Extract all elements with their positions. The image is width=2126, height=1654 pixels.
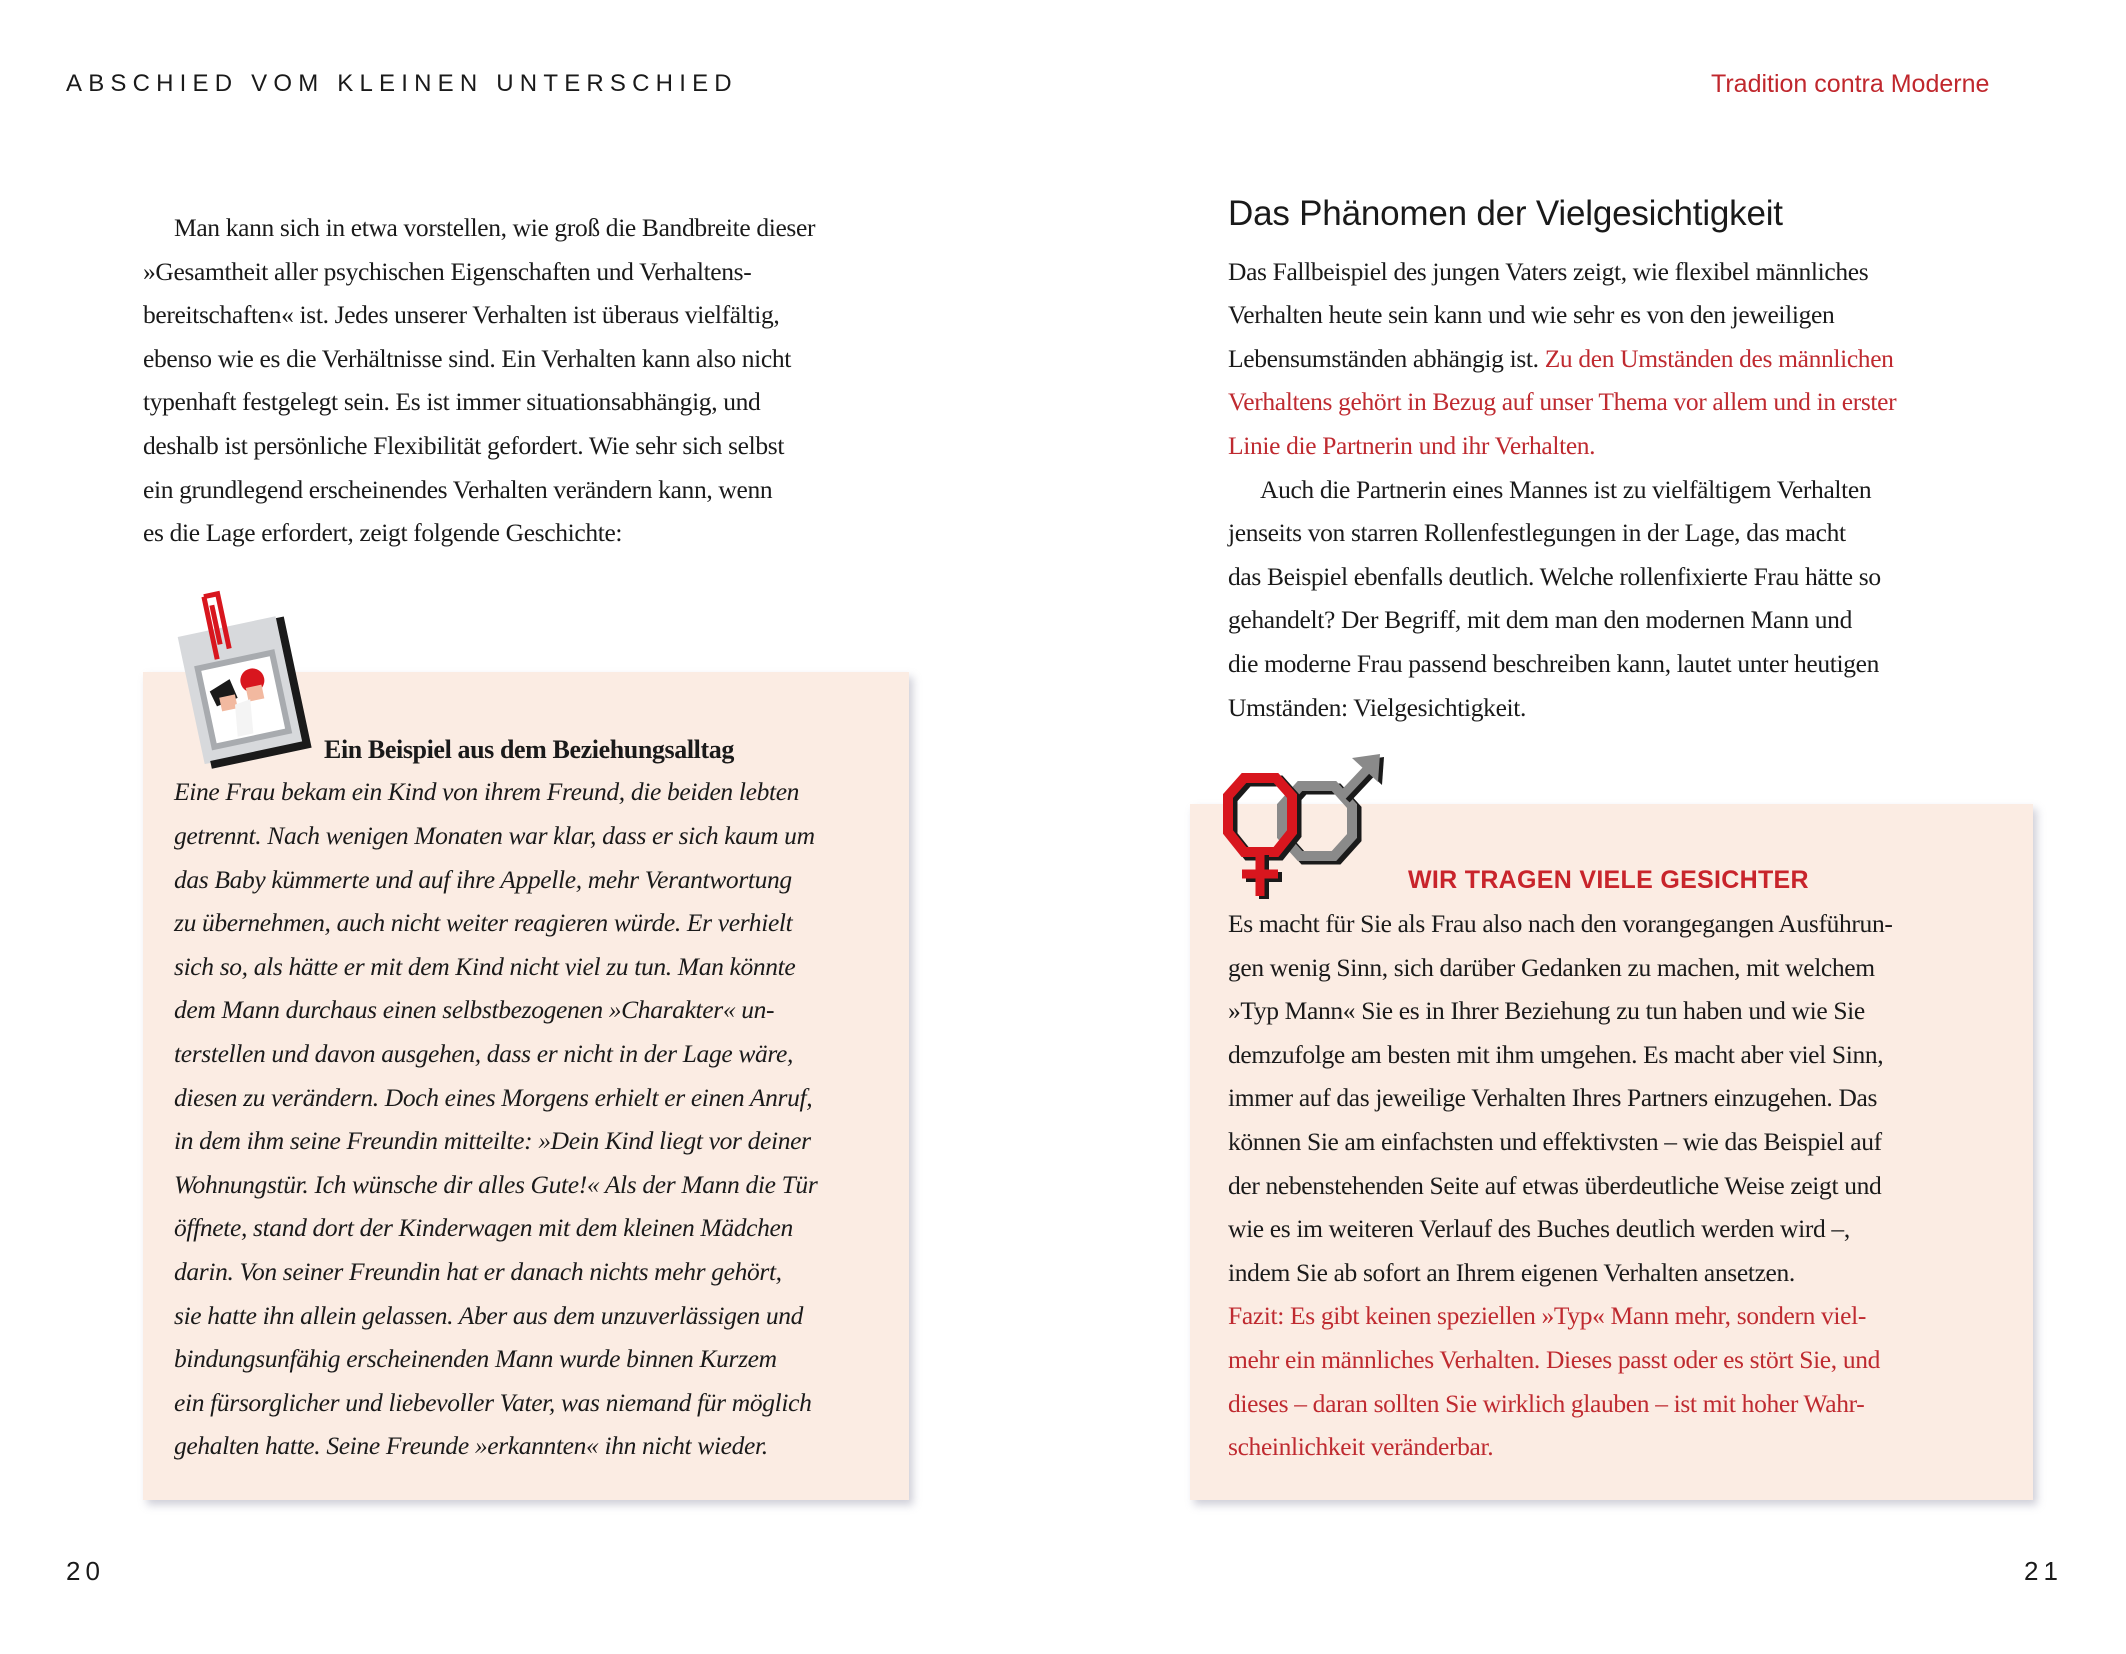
- text-span: Das Fallbeispiel des jungen Vaters zeigt, wie flexibel männliches: [1228, 257, 1869, 286]
- text-line: [1228, 430, 1595, 462]
- text-line: sie hatte ihn allein gelassen. Aber aus dem unzuverlässigen und: [174, 1301, 804, 1330]
- text-line: jenseits von starren Rollenfestlegungen in der Lage, das macht: [1228, 518, 1846, 547]
- text-line: ein grundlegend erscheinendes Verhalten verändern kann, wenn: [143, 475, 773, 504]
- text-line: die moderne Frau passend beschreiben kann, lautet unter heutigen: [1228, 649, 1879, 678]
- text-line: [1228, 256, 1868, 288]
- text-line: gehalten hatte. Seine Freunde »erkannten« ihn nicht wieder.: [174, 1431, 768, 1460]
- example-box-title: Ein Beispiel aus dem Beziehungsalltag: [324, 735, 734, 764]
- text-line: typenhaft festgelegt sein. Es ist immer situationsabhängig, und: [143, 387, 761, 416]
- text-line: dem Mann durchaus einen selbstbezogenen »Charakter« un-: [174, 995, 775, 1024]
- text-line: [1228, 386, 1896, 418]
- text-line: das Beispiel ebenfalls deutlich. Welche rollenfixierte Frau hätte so: [1228, 562, 1881, 591]
- text-line: ein fürsorglicher und liebevoller Vater, was niemand für möglich: [174, 1388, 812, 1417]
- text-line: Auch die Partnerin eines Mannes ist zu vielfältigem Verhalten: [1260, 475, 1872, 504]
- page-number-left: 20: [66, 1556, 105, 1586]
- text-line: ebenso wie es die Verhältnisse sind. Ein Verhalten kann also nicht: [143, 344, 792, 373]
- highlight-span: Zu den Umständen des männlichen: [1544, 344, 1894, 373]
- text-line: deshalb ist persönliche Flexibilität gefordert. Wie sehr sich selbst: [143, 431, 785, 460]
- text-line: [1228, 299, 1834, 331]
- page-number-right: 21: [2024, 1556, 2063, 1586]
- running-title-right: Tradition contra Moderne: [1711, 70, 1990, 98]
- text-line: »Typ Mann« Sie es in Ihrer Beziehung zu tun haben und wie Sie: [1228, 996, 1865, 1025]
- text-line: Es macht für Sie als Frau also nach den vorangegangen Ausführun-: [1228, 909, 1893, 938]
- paperclip-photo-icon: [160, 585, 320, 770]
- text-line: in dem ihm seine Freundin mitteilte: »Dein Kind liegt vor deiner: [174, 1126, 811, 1155]
- text-span: Lebensumständen abhängig ist.: [1228, 344, 1545, 373]
- text-line: mehr ein männliches Verhalten. Dieses passt oder es stört Sie, und: [1228, 1345, 1881, 1374]
- text-line: demzufolge am besten mit ihm umgehen. Es macht aber viel Sinn,: [1228, 1040, 1884, 1069]
- text-line: Fazit: Es gibt keinen speziellen »Typ« Mann mehr, sondern viel-: [1228, 1301, 1866, 1330]
- text-line: gen wenig Sinn, sich darüber Gedanken zu machen, mit welchem: [1228, 953, 1875, 982]
- text-line: wie es im weiteren Verlauf des Buches deutlich werden wird –,: [1228, 1214, 1850, 1243]
- text-line: sich so, als hätte er mit dem Kind nicht viel zu tun. Man könnte: [174, 952, 796, 981]
- text-line: das Baby kümmerte und auf ihre Appelle, mehr Verantwortung: [174, 865, 792, 894]
- highlight-span: Verhaltens gehört in Bezug auf unser Thema vor allem und in erster: [1228, 387, 1897, 416]
- text-line: dieses – daran sollten Sie wirklich glauben – ist mit hoher Wahr-: [1228, 1389, 1865, 1418]
- text-line: darin. Von seiner Freundin hat er danach nichts mehr gehört,: [174, 1257, 782, 1286]
- text-line: können Sie am einfachsten und effektivsten – wie das Beispiel auf: [1228, 1127, 1882, 1156]
- text-line: indem Sie ab sofort an Ihrem eigenen Verhalten ansetzen.: [1228, 1258, 1795, 1287]
- text-line: scheinlichkeit veränderbar.: [1228, 1432, 1494, 1461]
- text-line: der nebenstehenden Seite auf etwas überdeutliche Weise zeigt und: [1228, 1171, 1882, 1200]
- section-heading: Das Phänomen der Vielgesichtigkeit: [1228, 194, 1783, 233]
- text-line: zu übernehmen, auch nicht weiter reagieren würde. Er verhielt: [174, 908, 793, 937]
- text-line: Wohnungstür. Ich wünsche dir alles Gute!« Als der Mann die Tür: [174, 1170, 818, 1199]
- text-line: bereitschaften« ist. Jedes unserer Verhalten ist überaus vielfältig,: [143, 300, 780, 329]
- text-line: öffnete, stand dort der Kinderwagen mit dem kleinen Mädchen: [174, 1213, 793, 1242]
- text-line: »Gesamtheit aller psychischen Eigenschaften und Verhaltens-: [143, 257, 752, 286]
- text-line: terstellen und davon ausgehen, dass er nicht in der Lage wäre,: [174, 1039, 794, 1068]
- running-title-left: ABSCHIED VOM KLEINEN UNTERSCHIED: [66, 70, 738, 97]
- tip-box-title: WIR TRAGEN VIELE GESICHTER: [1408, 866, 1809, 894]
- text-line: diesen zu verändern. Doch eines Morgens erhielt er einen Anruf,: [174, 1083, 813, 1112]
- text-line: Man kann sich in etwa vorstellen, wie groß die Bandbreite dieser: [174, 213, 816, 242]
- text-line: bindungsunfähig erscheinenden Mann wurde binnen Kurzem: [174, 1344, 777, 1373]
- text-line: getrennt. Nach wenigen Monaten war klar, dass er sich kaum um: [174, 821, 815, 850]
- text-line: immer auf das jeweilige Verhalten Ihres Partners einzugehen. Das: [1228, 1083, 1878, 1112]
- text-line: Umständen: Vielgesichtigkeit.: [1228, 693, 1527, 722]
- text-line: [1228, 343, 1894, 375]
- highlight-span: Linie die Partnerin und ihr Verhalten.: [1228, 431, 1596, 460]
- text-line: es die Lage erfordert, zeigt folgende Geschichte:: [143, 518, 623, 547]
- text-span: Verhalten heute sein kann und wie sehr es von den jeweiligen: [1228, 300, 1835, 329]
- gender-symbols-icon: [1222, 748, 1392, 900]
- text-line: gehandelt? Der Begriff, mit dem man den modernen Mann und: [1228, 605, 1852, 634]
- text-line: Eine Frau bekam ein Kind von ihrem Freund, die beiden lebten: [174, 777, 800, 806]
